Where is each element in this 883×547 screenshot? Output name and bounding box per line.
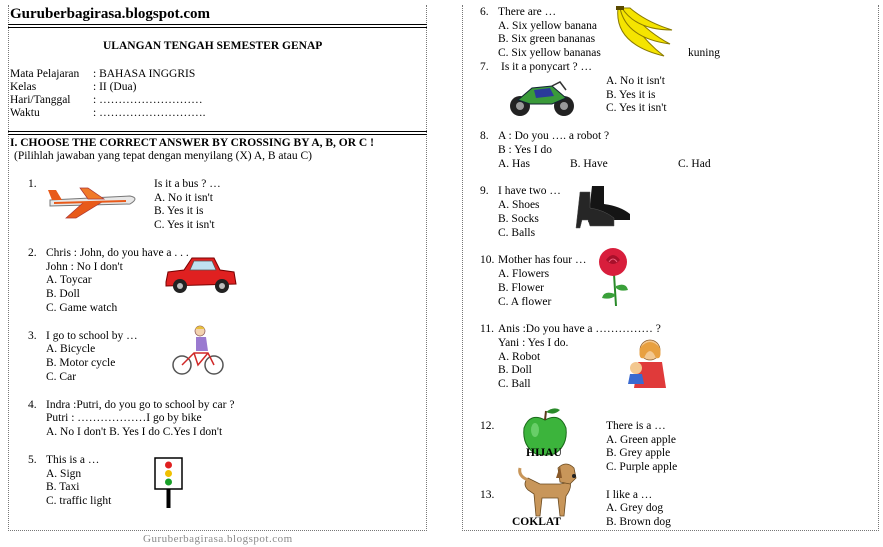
motorbike-icon	[508, 78, 576, 118]
q11-line1: Anis :Do you have a …………… ?	[498, 323, 661, 335]
info-label-time: Waktu	[10, 107, 40, 119]
q7-option-a[interactable]: A. No it isn't	[606, 75, 665, 87]
q4-line1: Indra :Putri, do you go to school by car ?	[46, 399, 235, 411]
q1-number: 1.	[28, 178, 37, 190]
rose-icon	[594, 246, 634, 308]
q6-question: There are …	[498, 6, 557, 18]
q9-option-b[interactable]: B. Socks	[498, 213, 539, 225]
footer-watermark: Guruberbagirasa.blogspot.com	[143, 533, 293, 545]
q11-option-c[interactable]: C. Ball	[498, 378, 531, 390]
q13-option-a[interactable]: A. Grey dog	[606, 502, 664, 514]
q4-line2: Putri : ………………I go by bike	[46, 412, 202, 424]
traffic-light-icon	[154, 457, 184, 509]
q3-number: 3.	[28, 330, 37, 342]
q8-option-b[interactable]: B. Have	[570, 158, 608, 170]
info-label-class: Kelas	[10, 81, 37, 93]
q3-question: I go to school by …	[46, 330, 138, 342]
exam-title: ULANGAN TENGAH SEMESTER GENAP	[103, 40, 323, 52]
q5-option-c[interactable]: C. traffic light	[46, 495, 112, 507]
q1-option-c[interactable]: C. Yes it isn't	[154, 219, 215, 231]
q11-option-a[interactable]: A. Robot	[498, 351, 541, 363]
q6-color-label: kuning	[688, 47, 720, 59]
info-label-subject: Mata Pelajaran	[10, 68, 80, 80]
q5-option-b[interactable]: B. Taxi	[46, 481, 80, 493]
q13-color-label: COKLAT	[512, 516, 561, 528]
girl-with-doll-icon	[626, 338, 670, 390]
blog-title: Guruberbagirasa.blogspot.com	[10, 6, 211, 22]
q8-option-c[interactable]: C. Had	[678, 158, 711, 170]
q1-question: Is it a bus ? …	[154, 178, 221, 190]
section-rule-2	[8, 134, 427, 135]
info-value-time: : ……………………….	[93, 107, 206, 119]
q3-option-a[interactable]: A. Bicycle	[46, 343, 96, 355]
q6-option-a[interactable]: A. Six yellow banana	[498, 20, 598, 32]
shoes-icon	[574, 184, 632, 230]
q2-option-c[interactable]: C. Game watch	[46, 302, 118, 314]
bananas-icon	[610, 4, 674, 64]
q7-question: Is it a ponycart ? …	[501, 61, 593, 73]
airplane-icon	[44, 182, 144, 220]
q12-question: There is a …	[606, 420, 666, 432]
info-value-class: : II (Dua)	[93, 81, 137, 93]
q11-line2: Yani : Yes I do.	[498, 337, 569, 349]
q12-option-a[interactable]: A. Green apple	[606, 434, 676, 446]
q2-number: 2.	[28, 247, 37, 259]
dog-icon	[514, 458, 580, 520]
q2-option-a[interactable]: A. Toycar	[46, 274, 92, 286]
q5-number: 5.	[28, 454, 37, 466]
q1-option-b[interactable]: B. Yes it is	[154, 205, 204, 217]
q12-option-b[interactable]: B. Grey apple	[606, 447, 671, 459]
q10-question: Mother has four …	[498, 254, 587, 266]
q11-number: 11.	[480, 323, 494, 335]
q8-line1: A : Do you …. a robot ?	[498, 130, 610, 142]
q13-number: 13.	[480, 489, 495, 501]
q5-question: This is a …	[46, 454, 100, 466]
q10-option-b[interactable]: B. Flower	[498, 282, 544, 294]
q3-option-b[interactable]: B. Motor cycle	[46, 357, 116, 369]
q3-option-c[interactable]: C. Car	[46, 371, 77, 383]
q7-option-c[interactable]: C. Yes it isn't	[606, 102, 667, 114]
q7-option-b[interactable]: B. Yes it is	[606, 89, 656, 101]
q13-question: I like a …	[606, 489, 653, 501]
q10-number: 10.	[480, 254, 495, 266]
q11-option-b[interactable]: B. Doll	[498, 364, 532, 376]
header-rule	[8, 24, 427, 25]
q9-option-a[interactable]: A. Shoes	[498, 199, 540, 211]
q9-question: I have two …	[498, 185, 561, 197]
q8-number: 8.	[480, 130, 489, 142]
q6-option-b[interactable]: B. Six green bananas	[498, 33, 596, 45]
q4-number: 4.	[28, 399, 37, 411]
q4-options[interactable]: A. No I don't B. Yes I do C.Yes I don't	[46, 426, 223, 438]
q5-option-a[interactable]: A. Sign	[46, 468, 82, 480]
info-value-date: : ………………………	[93, 94, 203, 106]
q12-option-c[interactable]: C. Purple apple	[606, 461, 678, 473]
q6-option-c[interactable]: C. Six yellow bananas	[498, 47, 601, 59]
toycar-icon	[162, 252, 238, 296]
q6-number: 6.	[480, 6, 489, 18]
q12-color-label: HIJAU	[526, 447, 562, 459]
q9-number: 9.	[480, 185, 489, 197]
q12-number: 12.	[480, 420, 495, 432]
section-rule	[8, 131, 427, 132]
q13-option-b[interactable]: B. Brown dog	[606, 516, 671, 528]
q2-line1: Chris : John, do you have a . . .	[46, 247, 189, 259]
q10-option-a[interactable]: A. Flowers	[498, 268, 550, 280]
q10-option-c[interactable]: C. A flower	[498, 296, 552, 308]
section-instruction: (Pilihlah jawaban yang tepat dengan menyilang (X) A, B atau C)	[14, 150, 312, 162]
q8-line2: B : Yes I do	[498, 144, 553, 156]
header-rule-2	[8, 27, 427, 28]
q8-option-a[interactable]: A. Has	[498, 158, 530, 170]
q7-number: 7.	[480, 61, 489, 73]
q9-option-c[interactable]: C. Balls	[498, 227, 536, 239]
section-heading: I. CHOOSE THE CORRECT ANSWER BY CROSSING BY A, B, OR C !	[10, 137, 374, 149]
q2-option-b[interactable]: B. Doll	[46, 288, 80, 300]
bicycle-girl-icon	[172, 323, 224, 375]
info-label-date: Hari/Tanggal	[10, 94, 71, 106]
info-value-subject: : BAHASA INGGRIS	[93, 68, 196, 80]
q1-option-a[interactable]: A. No it isn't	[154, 192, 213, 204]
q2-line2: John : No I don't	[46, 261, 123, 273]
